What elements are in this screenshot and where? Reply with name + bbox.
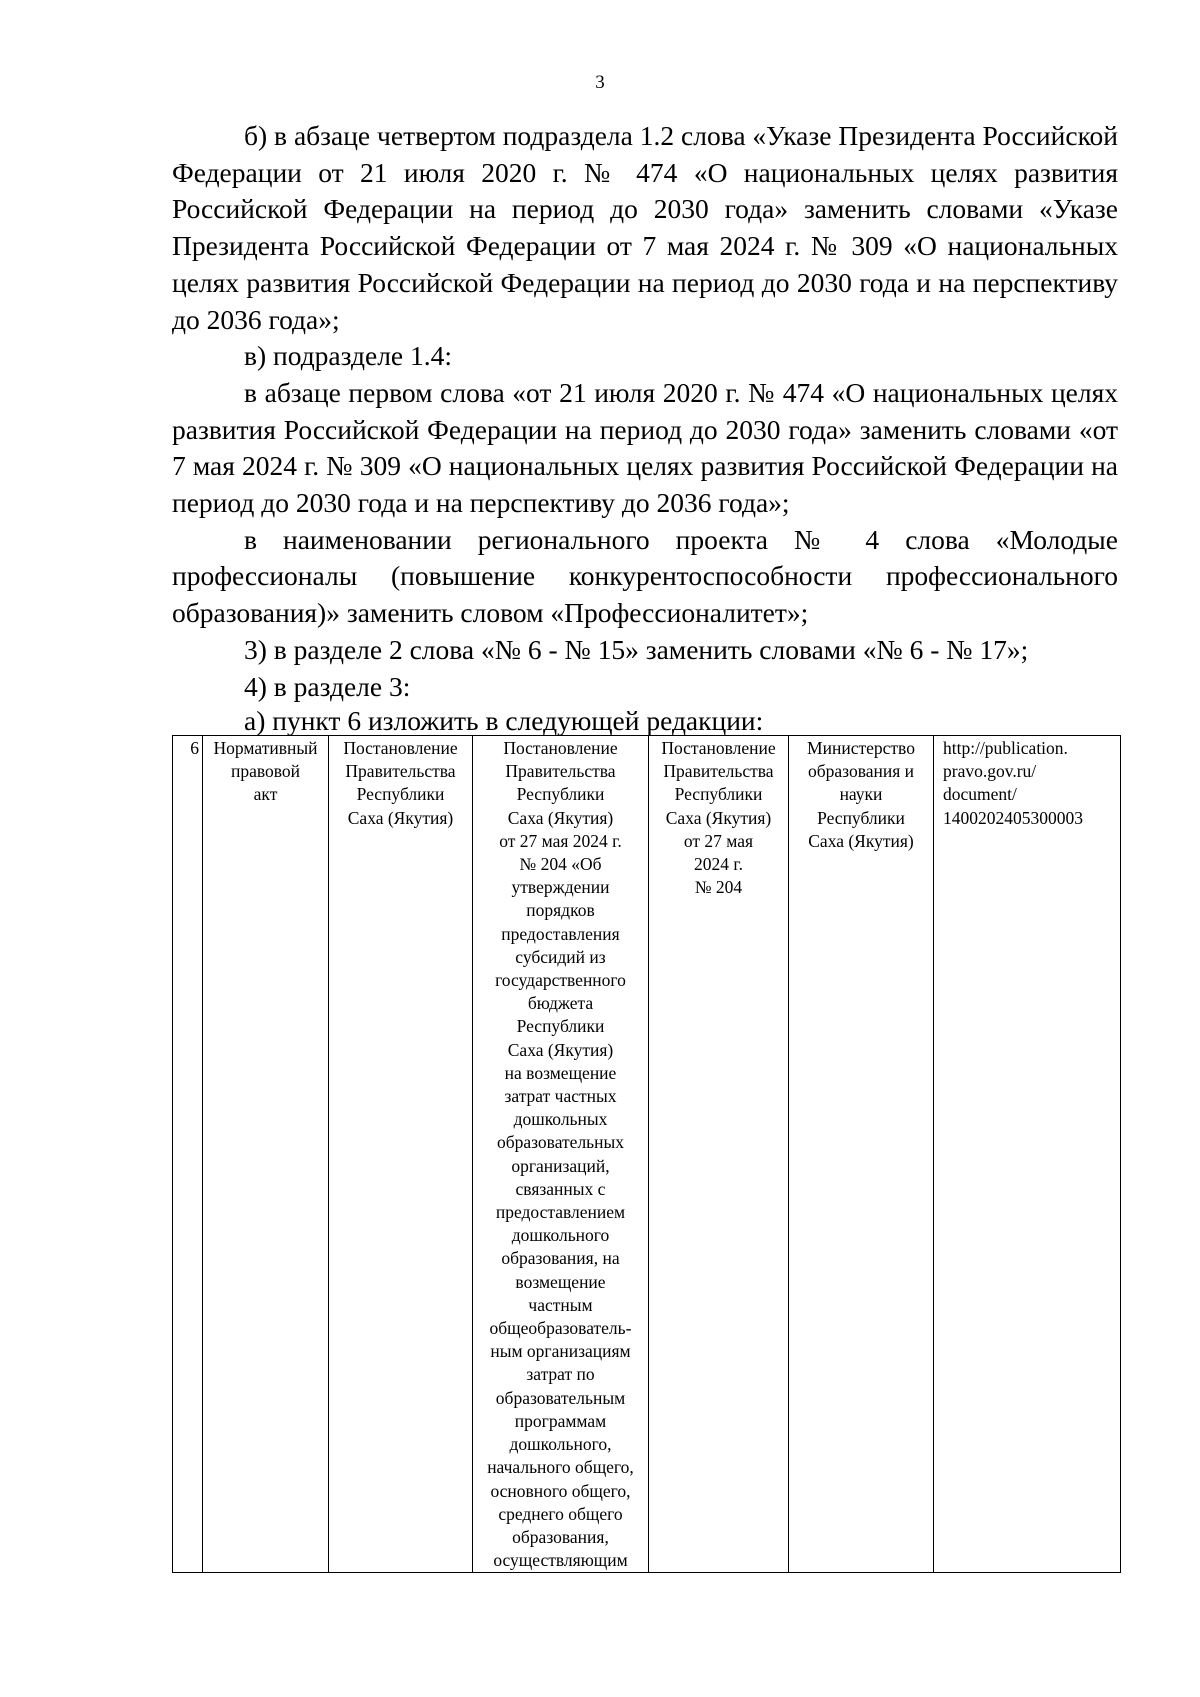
act-details: Постановление Правительства Республики Саха (Якутия) от 27 мая 2024 г. № 204 (661, 738, 776, 898)
act-type-cell (203, 736, 329, 1573)
document-body (172, 118, 1118, 705)
act-details-cell (649, 736, 789, 1573)
page-number: 3 (595, 72, 605, 93)
row-number-cell (173, 736, 203, 1573)
act-type: Нормативный правовой акт (213, 738, 318, 805)
responsible-body: Министерство образования и науки Республики Саха (Якутия) (807, 738, 915, 851)
act-name: Постановление Правительства Республики Саха (Якутия) от 27 мая 2024 г. № 204 «Об утверждении порядков предоставления субсидий из государственного бюджета Республики Саха (Якутия) на возмещение затрат частных дошкольных образовательных организаций, связанных с предоставлением дошкольного образования, на возмещение частным общеобразователь- ным организациям затрат по образовательным программам дошкольного, начального общего, основного общего, среднего общего образования, осуществляющим (487, 738, 634, 1571)
table-intro: а) пункт 6 изложить в следующей редакции: (244, 705, 764, 736)
act-name-cell (473, 736, 649, 1573)
paragraph-section-3: 4) в разделе 3: (244, 670, 411, 702)
row-number: 6 (190, 738, 199, 758)
responsible-cell (789, 736, 934, 1573)
table-row (173, 736, 1121, 1573)
paragraph-section-2: 3) в разделе 2 слова «№ 6 - № 15» заменить словами «№ 6 - № 17»; (244, 633, 1029, 665)
paragraph-item-v: в) подразделе 1.4: (244, 340, 453, 372)
act-kind: Постановление Правительства Республики Саха (Якутия) (343, 738, 458, 828)
paragraph-first-indent: в абзаце первом слова «от 21 июля 2020 г. № 474 «О национальных целях развития Российской Федерации на период до 2030 года» заменить словами «от 7 мая 2024 г. № 309 «О национальных целях развития Российской Федерации на период до 2030 года и на перспективу до 2036 года»; (172, 376, 1118, 519)
link-cell (934, 736, 1121, 1573)
paragraph-project-name: в наименовании регионального проекта № 4 слова «Молодые профессионалы (повышение конкурентоспособности профессионального образования)» заменить словом «Профессионалитет»; (172, 523, 1118, 629)
publication-link[interactable]: http://publication. pravo.gov.ru/ document/ 1400202405300003 (943, 738, 1083, 828)
act-kind-cell (329, 736, 473, 1573)
amendment-table (172, 735, 1121, 1573)
paragraph-item-b: б) в абзаце четвертом подраздела 1.2 слова «Указе Президента Российской Федерации от 21 июля 2020 г. № 474 «О национальных целях развития Российской Федерации на период до 2030 года» заменить словами «Указе Президента Российской Федерации от 7 мая 2024 г. № 309 «О национальных целях развития Российской Федерации на период до 2030 года и на перспективу до 2036 года»; (172, 120, 1118, 335)
